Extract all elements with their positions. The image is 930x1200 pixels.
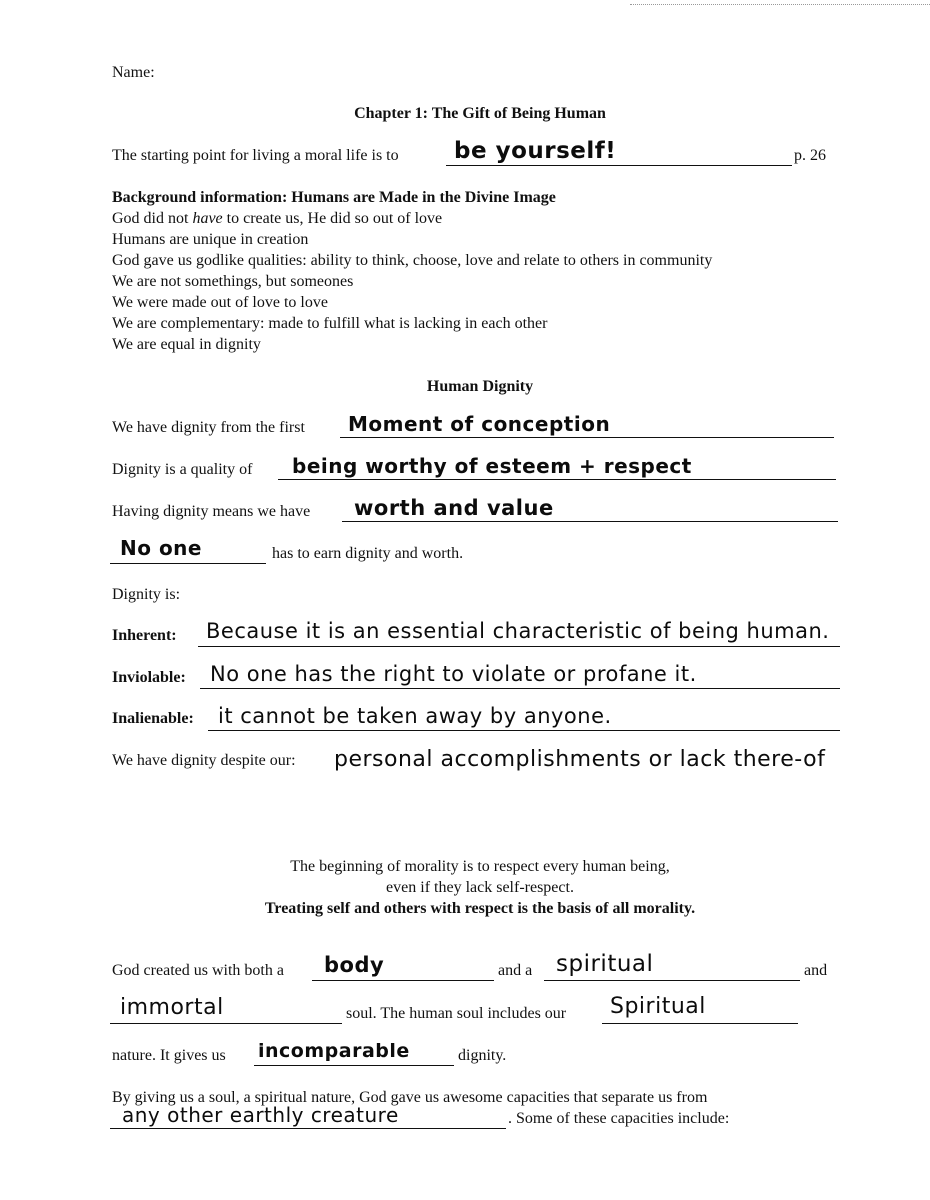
dignity-is-label: Dignity is: bbox=[112, 586, 181, 603]
soul-text-2: and a bbox=[498, 962, 533, 979]
soul-text-4: soul. The human soul includes our bbox=[346, 1005, 567, 1022]
inherent-label: Inherent: bbox=[112, 627, 177, 644]
name-label: Name: bbox=[112, 64, 155, 81]
soul-text-1: God created us with both a bbox=[112, 962, 284, 979]
background-line: We are equal in dignity bbox=[112, 336, 261, 353]
starting-point-answer: be yourself! bbox=[454, 138, 617, 164]
dignity-a1: Moment of conception bbox=[348, 412, 611, 436]
page-title: Chapter 1: The Gift of Being Human bbox=[354, 105, 606, 122]
soul-a3: immortal bbox=[120, 995, 224, 1020]
soul-a1: body bbox=[324, 953, 385, 977]
background-line: We are complementary: made to fulfill what is lacking in each other bbox=[112, 315, 548, 332]
dignity-q2: Dignity is a quality of bbox=[112, 461, 253, 478]
soul-a2: spiritual bbox=[556, 951, 654, 977]
dignity-a3: worth and value bbox=[354, 496, 554, 520]
despite-label: We have dignity despite our: bbox=[112, 752, 296, 769]
top-dotted-line bbox=[630, 4, 930, 5]
inherent-answer: Because it is an essential characteristic of being human. bbox=[206, 619, 830, 643]
soul-text-7: By giving us a soul, a spiritual nature, God gave us awesome capacities that separate us from bbox=[112, 1089, 708, 1106]
dignity-q1: We have dignity from the first bbox=[112, 419, 305, 436]
background-line: Humans are unique in creation bbox=[112, 231, 309, 248]
soul-text-5: nature. It gives us bbox=[112, 1047, 226, 1064]
soul-text-8: . Some of these capacities include: bbox=[508, 1110, 730, 1127]
inviolable-answer: No one has the right to violate or profane it. bbox=[210, 662, 697, 686]
morality-line3: Treating self and others with respect is the basis of all morality. bbox=[264, 900, 696, 917]
dignity-a2: being worthy of esteem + respect bbox=[292, 454, 692, 478]
inviolable-label: Inviolable: bbox=[112, 669, 186, 686]
morality-line2: even if they lack self-respect. bbox=[386, 879, 574, 896]
soul-text-6: dignity. bbox=[458, 1047, 507, 1064]
page-reference: p. 26 bbox=[794, 147, 826, 164]
soul-a6: any other earthly creature bbox=[122, 1103, 399, 1127]
soul-a5: incomparable bbox=[258, 1040, 410, 1062]
background-line: God gave us godlike qualities: ability to think, choose, love and relate to others in community bbox=[112, 252, 713, 269]
dignity-a4: No one bbox=[120, 536, 202, 560]
starting-point-prompt: The starting point for living a moral life is to bbox=[112, 147, 399, 164]
background-heading: Background information: Humans are Made in the Divine Image bbox=[112, 189, 556, 206]
background-line: We are not somethings, but someones bbox=[112, 273, 354, 290]
dignity-q4: has to earn dignity and worth. bbox=[272, 545, 464, 562]
despite-answer: personal accomplishments or lack there-of bbox=[334, 747, 826, 772]
morality-line1: The beginning of morality is to respect every human being, bbox=[290, 858, 670, 875]
inalienable-answer: it cannot be taken away by anyone. bbox=[218, 704, 612, 728]
dignity-heading: Human Dignity bbox=[426, 378, 534, 395]
soul-text-3: and bbox=[804, 962, 828, 979]
soul-a4: Spiritual bbox=[610, 994, 706, 1019]
background-line: We were made out of love to love bbox=[112, 294, 328, 311]
background-line: God did not have to create us, He did so out of love bbox=[112, 210, 443, 227]
dignity-q3: Having dignity means we have bbox=[112, 503, 311, 520]
inalienable-label: Inalienable: bbox=[112, 710, 194, 727]
